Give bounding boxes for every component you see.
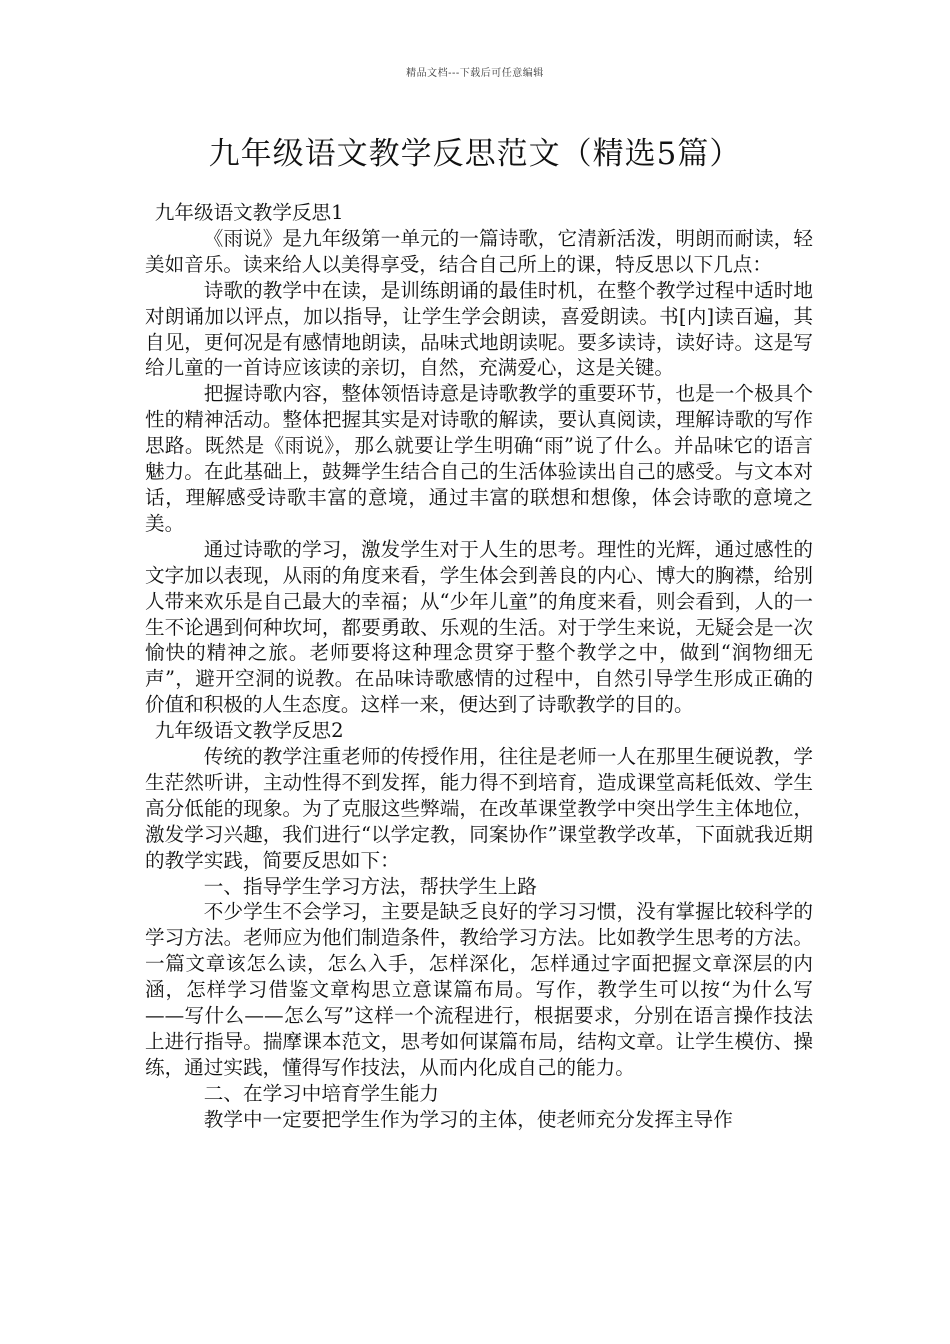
section-heading: 九年级语文教学反思1 bbox=[154, 201, 344, 224]
subheading: 一、指导学生学习方法，帮扶学生上路 bbox=[203, 874, 537, 898]
subheading: 二、在学习中培育学生能力 bbox=[203, 1081, 439, 1105]
header-note: 精品文档---下载后可任意编辑 bbox=[406, 68, 544, 79]
paragraph: 教学中一定要把学生作为学习的主体，使老师充分发挥主导作 bbox=[203, 1107, 733, 1131]
paragraph: 不少学生不会学习，主要是缺乏良好的学习习惯，没有掌握比较科学的学习方法。老师应为他们制造条件，教给学习方法。比如教学生思考的方法。一篇文章该怎么读，怎么入手，怎样深化，怎样通过字面把握文章深层的内涵，怎样学习借鉴文章构思立意谋篇布局。写作，教学生可以按“为什么写——写什么——怎么写”这样一个流程进行，根据要求，分别在语言操作技法上进行指导。揣摩课本范文，思考如何谋篇布局，结构文章。让学生模仿、操练，通过实践，懂得写作技法，从而内化成自己的能力。 bbox=[145, 900, 813, 1079]
paragraph: 把握诗歌内容，整体领悟诗意是诗歌教学的重要环节，也是一个极具个性的精神活动。整体把握其实是对诗歌的解读，要认真阅读，理解诗歌的写作思路。既然是《雨说》，那么就要让学生明确“雨”说了什么。并品味它的语言魅力。在此基础上，鼓舞学生结合自己的生活体验读出自己的感受。与文本对话，理解感受诗歌丰富的意境，通过丰富的联想和想像，体会诗歌的意境之美。 bbox=[145, 382, 813, 535]
section-heading: 九年级语文教学反思2 bbox=[154, 719, 344, 743]
page-title: 九年级语文教学反思范文（精选5篇） bbox=[208, 136, 742, 172]
paragraph: 诗歌的教学中在读，是训练朗诵的最佳时机，在整个教学过程中适时地对朗诵加以评点，加以指导，让学生学会朗读，喜爱朗读。书[内]读百遍，其自见，更何况是有感情地朗读，品味式地朗读呢。要多读诗，读好诗。这是写给儿童的一首诗应该读的亲切，自然，充满爱心，这是关键。 bbox=[145, 278, 813, 380]
paragraph: 通过诗歌的学习，激发学生对于人生的思考。理性的光辉，通过感性的文字加以表现，从雨的角度来看，学生体会到善良的内心、博大的胸襟，给别人带来欢乐是自己最大的幸福；从“少年儿童”的角度来看，则会看到，人的一生不论遇到何种坎坷，都要勇敢、乐观的生活。对于学生来说，无疑会是一次愉快的精神之旅。老师要将这种理念贯穿于整个教学之中，做到“润物细无声”，避开空洞的说教。在品味诗歌感情的过程中，自然引导学生形成正确的价值和积极的人生态度。这样一来，便达到了诗歌教学的目的。 bbox=[145, 537, 813, 717]
paragraph: 传统的教学注重老师的传授作用，往往是老师一人在那里生硬说教，学生茫然听讲，主动性得不到发挥，能力得不到培育，造成课堂高耗低效、学生高分低能的现象。为了克服这些弊端，在改革课堂教学中突出学生主体地位，激发学习兴趣，我们进行“以学定教，同案协作”课堂教学改革，下面就我近期的教学实践，简要反思如下： bbox=[145, 745, 813, 872]
paragraph: 《雨说》是九年级第一单元的一篇诗歌，它清新活泼，明朗而耐读，轻美如音乐。读来给人以美得享受，结合自己所上的课，特反思以下几点： bbox=[145, 226, 813, 276]
document-body bbox=[145, 200, 813, 1133]
